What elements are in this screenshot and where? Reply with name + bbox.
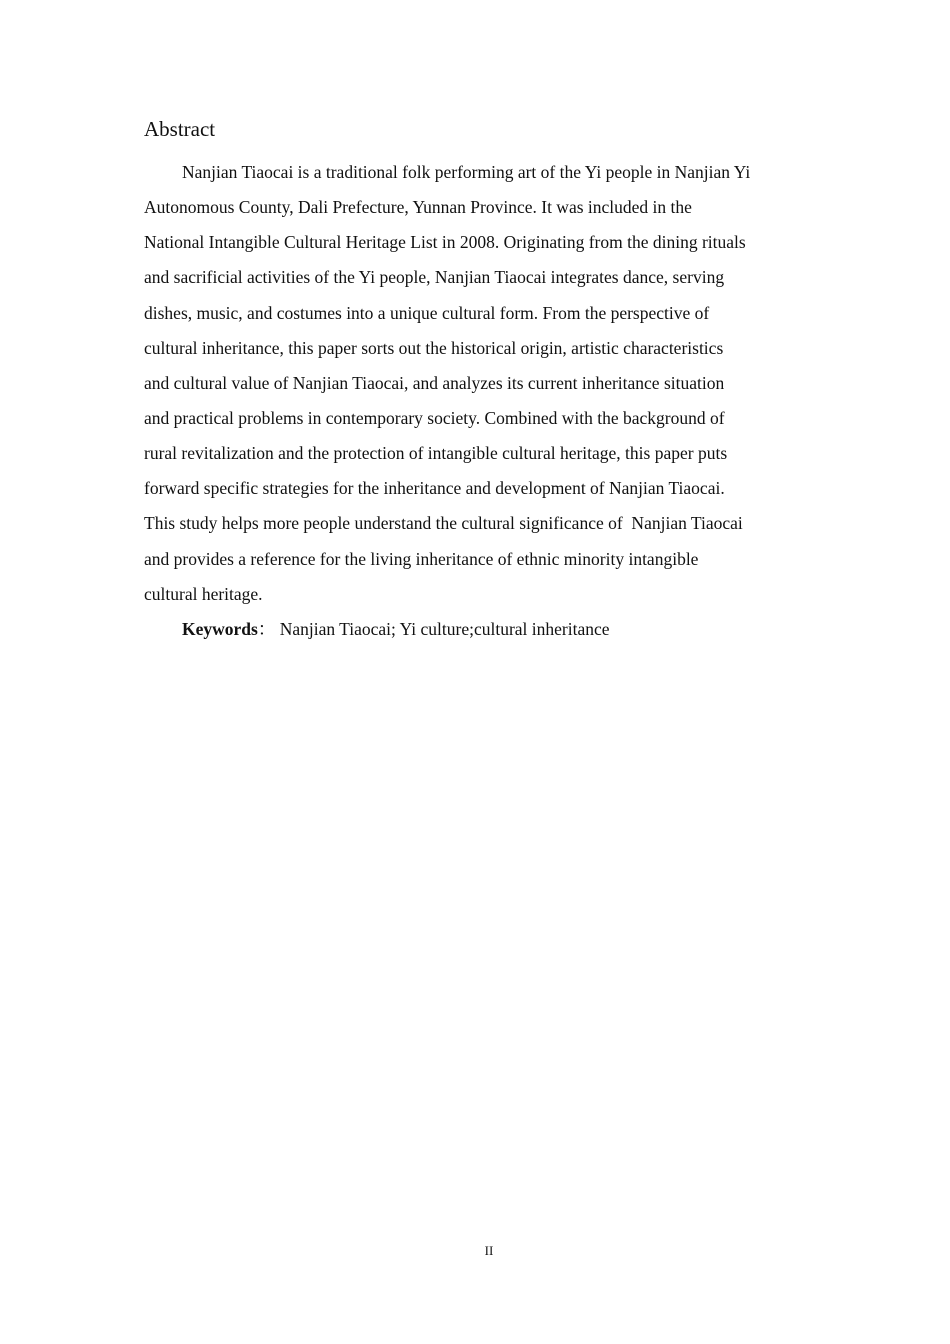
abstract-line: and practical problems in contemporary society. Combined with the background of xyxy=(144,407,725,428)
abstract-line: and provides a reference for the living inheritance of ethnic minority intangible xyxy=(144,548,699,569)
abstract-line: cultural heritage. xyxy=(144,583,263,604)
keywords-value: Nanjian Tiaocai; Yi culture;cultural inheritance xyxy=(279,619,610,639)
abstract-line: dishes, music, and costumes into a unique cultural form. From the perspective of xyxy=(144,302,710,323)
abstract-line: rural revitalization and the protection of intangible cultural heritage, this paper puts xyxy=(144,443,728,464)
abstract-line: and sacrificial activities of the Yi people, Nanjian Tiaocai integrates dance, serving xyxy=(144,267,725,288)
keywords-line xyxy=(182,615,610,643)
abstract-line: Nanjian Tiaocai is a traditional folk performing art of the Yi people in Nanjian Yi xyxy=(182,162,751,182)
keywords-separator: ： xyxy=(257,619,276,639)
abstract-line: cultural inheritance, this paper sorts out the historical origin, artistic characteristics xyxy=(144,337,724,358)
abstract-heading: Abstract xyxy=(144,117,216,141)
abstract-line: Autonomous County, Dali Prefecture, Yunnan Province. It was included in the xyxy=(144,197,692,218)
page-number: II xyxy=(484,1243,494,1258)
abstract-line: forward specific strategies for the inheritance and development of Nanjian Tiaocai. xyxy=(144,478,725,499)
abstract-body xyxy=(144,158,824,615)
abstract-line: and cultural value of Nanjian Tiaocai, and analyzes its current inheritance situation xyxy=(144,372,725,393)
keywords-label: Keywords xyxy=(182,619,258,639)
abstract-line: This study helps more people understand the cultural significance of Nanjian Tiaocai xyxy=(144,513,743,534)
abstract-line: National Intangible Cultural Heritage List in 2008. Originating from the dining rituals xyxy=(144,232,746,253)
